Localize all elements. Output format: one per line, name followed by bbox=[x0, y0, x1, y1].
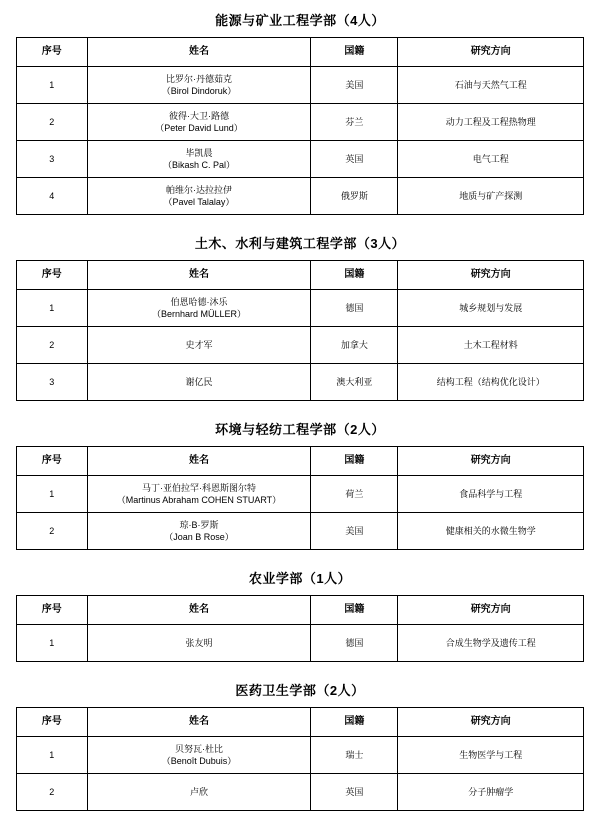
name-chinese: 毕凯晨 bbox=[185, 147, 213, 158]
name-latin: （Birol Dindoruk） bbox=[161, 86, 237, 96]
table-header-row bbox=[17, 447, 584, 476]
column-header-nationality: 国籍 bbox=[311, 447, 398, 476]
cell-index: 1 bbox=[17, 625, 88, 662]
table-header-row bbox=[17, 261, 584, 290]
cell-name bbox=[87, 513, 311, 550]
name-latin: （Benoît Dubuis） bbox=[161, 756, 237, 766]
table-header-row bbox=[17, 708, 584, 737]
name-chinese: 谢亿民 bbox=[185, 376, 213, 387]
column-header-nationality: 国籍 bbox=[311, 261, 398, 290]
cell-index: 1 bbox=[17, 476, 88, 513]
roster-table bbox=[16, 446, 584, 550]
table-row bbox=[17, 67, 584, 104]
name-chinese: 伯恩哈德·沐乐 bbox=[170, 296, 228, 307]
name-chinese: 张友明 bbox=[185, 637, 213, 648]
cell-field: 电气工程 bbox=[398, 141, 584, 178]
section-title: 农业学部（1人） bbox=[248, 571, 352, 586]
cell-nationality: 德国 bbox=[311, 290, 398, 327]
section-title: 土木、水利与建筑工程学部（3人） bbox=[194, 236, 406, 251]
column-header-index: 序号 bbox=[17, 447, 88, 476]
cell-nationality: 荷兰 bbox=[311, 476, 398, 513]
cell-nationality: 俄罗斯 bbox=[311, 178, 398, 215]
name-chinese: 琼·B·罗斯 bbox=[179, 519, 219, 530]
table-row bbox=[17, 364, 584, 401]
name-chinese: 马丁·亚伯拉罕·科恩斯图尔特 bbox=[141, 482, 256, 493]
table-row bbox=[17, 141, 584, 178]
roster-section bbox=[16, 680, 584, 811]
column-header-index: 序号 bbox=[17, 38, 88, 67]
cell-nationality: 加拿大 bbox=[311, 327, 398, 364]
cell-nationality: 瑞士 bbox=[311, 737, 398, 774]
roster-section bbox=[16, 233, 584, 401]
cell-field: 地质与矿产探测 bbox=[398, 178, 584, 215]
name-chinese: 史才军 bbox=[185, 339, 213, 350]
name-chinese: 比罗尔·丹德茹克 bbox=[165, 73, 232, 84]
column-header-field: 研究方向 bbox=[398, 447, 584, 476]
column-header-name: 姓名 bbox=[87, 447, 311, 476]
column-header-field: 研究方向 bbox=[398, 596, 584, 625]
roster-table bbox=[16, 595, 584, 662]
cell-field: 分子肿瘤学 bbox=[398, 774, 584, 811]
table-row bbox=[17, 513, 584, 550]
cell-name bbox=[87, 67, 311, 104]
name-latin: （Bikash C. Pal） bbox=[162, 160, 235, 170]
name-latin: （Pavel Talalay） bbox=[163, 197, 235, 207]
cell-index: 2 bbox=[17, 513, 88, 550]
cell-name bbox=[87, 141, 311, 178]
cell-name bbox=[87, 327, 311, 364]
cell-nationality: 英国 bbox=[311, 141, 398, 178]
cell-field: 健康相关的水微生物学 bbox=[398, 513, 584, 550]
roster-table bbox=[16, 260, 584, 401]
column-header-name: 姓名 bbox=[87, 261, 311, 290]
cell-index: 2 bbox=[17, 774, 88, 811]
cell-field: 城乡规划与发展 bbox=[398, 290, 584, 327]
cell-name bbox=[87, 476, 311, 513]
cell-nationality: 芬兰 bbox=[311, 104, 398, 141]
roster-section bbox=[16, 568, 584, 662]
cell-name bbox=[87, 625, 311, 662]
table-row bbox=[17, 476, 584, 513]
roster-section bbox=[16, 419, 584, 550]
column-header-name: 姓名 bbox=[87, 708, 311, 737]
table-row bbox=[17, 737, 584, 774]
table-row bbox=[17, 625, 584, 662]
cell-nationality: 美国 bbox=[311, 67, 398, 104]
column-header-index: 序号 bbox=[17, 261, 88, 290]
name-latin: （Martinus Abraham COHEN STUART） bbox=[116, 495, 282, 505]
column-header-nationality: 国籍 bbox=[311, 596, 398, 625]
section-title: 医药卫生学部（2人） bbox=[235, 683, 365, 698]
table-header-row bbox=[17, 596, 584, 625]
column-header-name: 姓名 bbox=[87, 38, 311, 67]
cell-field: 动力工程及工程热物理 bbox=[398, 104, 584, 141]
column-header-name: 姓名 bbox=[87, 596, 311, 625]
cell-index: 4 bbox=[17, 178, 88, 215]
name-chinese: 卢欣 bbox=[189, 786, 208, 797]
name-latin: （Bernhard MÜLLER） bbox=[151, 309, 246, 319]
cell-index: 2 bbox=[17, 327, 88, 364]
table-row bbox=[17, 104, 584, 141]
name-chinese: 贝努瓦·杜比 bbox=[174, 743, 223, 754]
cell-field: 结构工程（结构优化设计） bbox=[398, 364, 584, 401]
column-header-nationality: 国籍 bbox=[311, 38, 398, 67]
table-header-row bbox=[17, 38, 584, 67]
cell-name bbox=[87, 104, 311, 141]
column-header-field: 研究方向 bbox=[398, 38, 584, 67]
cell-field: 食品科学与工程 bbox=[398, 476, 584, 513]
cell-name bbox=[87, 774, 311, 811]
cell-field: 合成生物学及遗传工程 bbox=[398, 625, 584, 662]
cell-nationality: 澳大利亚 bbox=[311, 364, 398, 401]
table-row bbox=[17, 290, 584, 327]
table-row bbox=[17, 774, 584, 811]
cell-name bbox=[87, 178, 311, 215]
column-header-nationality: 国籍 bbox=[311, 708, 398, 737]
cell-index: 2 bbox=[17, 104, 88, 141]
cell-index: 1 bbox=[17, 67, 88, 104]
column-header-field: 研究方向 bbox=[398, 261, 584, 290]
cell-name bbox=[87, 364, 311, 401]
cell-field: 石油与天然气工程 bbox=[398, 67, 584, 104]
column-header-field: 研究方向 bbox=[398, 708, 584, 737]
cell-index: 3 bbox=[17, 364, 88, 401]
cell-nationality: 德国 bbox=[311, 625, 398, 662]
roster-table bbox=[16, 707, 584, 811]
cell-field: 土木工程材料 bbox=[398, 327, 584, 364]
cell-nationality: 英国 bbox=[311, 774, 398, 811]
cell-nationality: 美国 bbox=[311, 513, 398, 550]
roster-table bbox=[16, 37, 584, 215]
column-header-index: 序号 bbox=[17, 708, 88, 737]
name-chinese: 帕维尔·达拉拉伊 bbox=[165, 184, 232, 195]
cell-field: 生物医学与工程 bbox=[398, 737, 584, 774]
cell-index: 1 bbox=[17, 737, 88, 774]
cell-name bbox=[87, 737, 311, 774]
table-row bbox=[17, 178, 584, 215]
cell-index: 1 bbox=[17, 290, 88, 327]
name-chinese: 彼得·大卫·路德 bbox=[168, 110, 229, 121]
roster-section bbox=[16, 10, 584, 215]
name-latin: （Joan B Rose） bbox=[164, 532, 234, 542]
section-title: 能源与矿业工程学部（4人） bbox=[215, 13, 385, 28]
sections-container bbox=[16, 10, 584, 811]
name-latin: （Peter David Lund） bbox=[155, 123, 243, 133]
cell-index: 3 bbox=[17, 141, 88, 178]
section-title: 环境与轻纺工程学部（2人） bbox=[215, 422, 385, 437]
column-header-index: 序号 bbox=[17, 596, 88, 625]
cell-name bbox=[87, 290, 311, 327]
table-row bbox=[17, 327, 584, 364]
